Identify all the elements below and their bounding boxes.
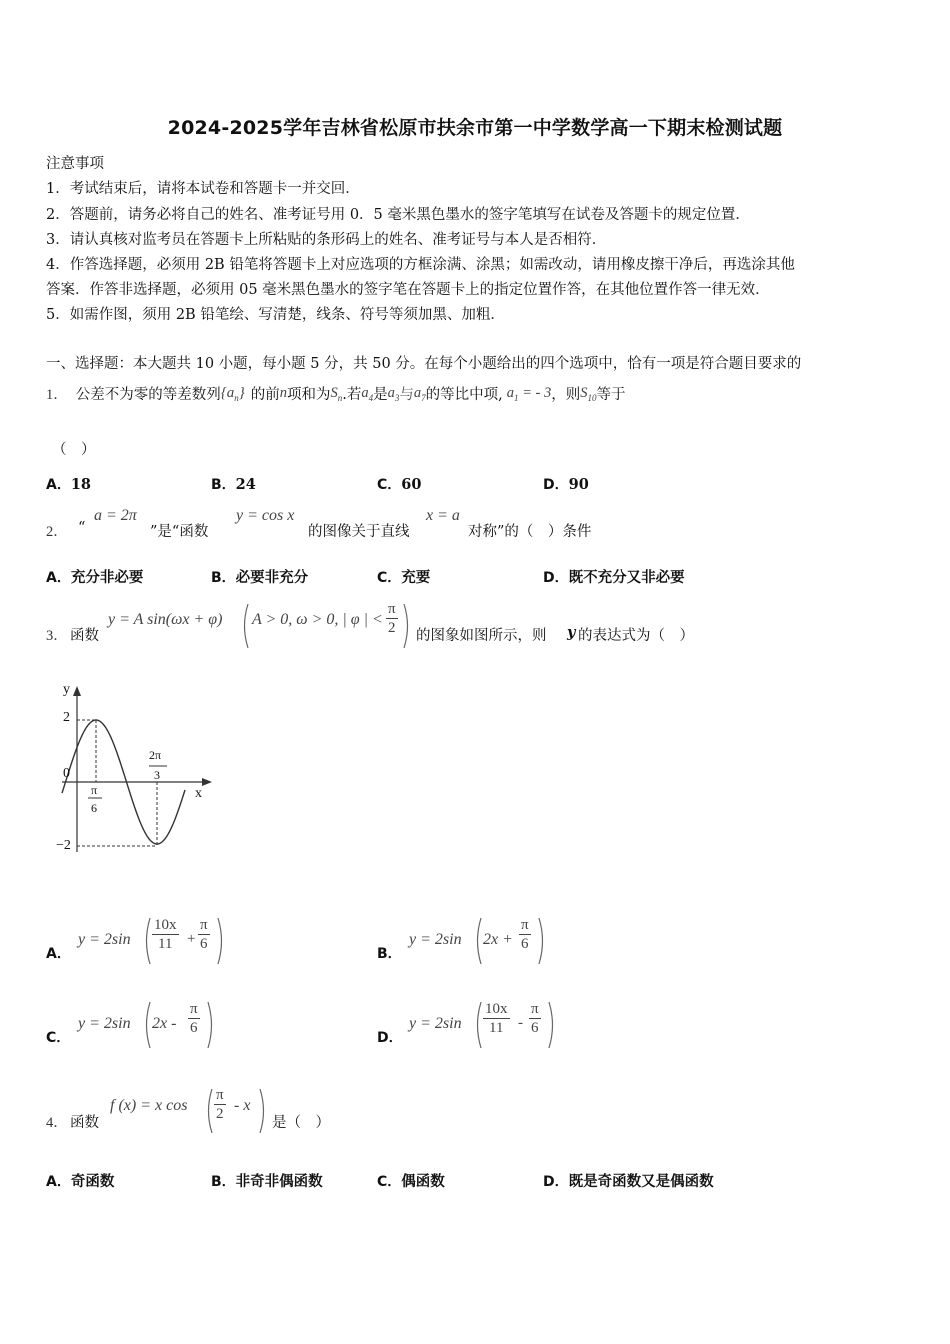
q4-option-c: C．偶函数 (377, 1173, 445, 1190)
graph-x2-num: 2π (149, 748, 162, 762)
paren-left (473, 916, 483, 966)
graph-x-label: x (195, 786, 202, 801)
q3-graph (50, 680, 220, 860)
q2-text-1: “ (78, 520, 86, 536)
q3-number: 3． (46, 628, 68, 644)
q2-text-4: 对称”的（ ）条件 (468, 524, 592, 540)
paren-right (206, 1000, 216, 1050)
q3-left-paren (240, 602, 250, 650)
q1-text-2: 的前 (250, 387, 280, 403)
paren-left (142, 1000, 152, 1050)
q2-option-a: A．充分非必要 (46, 569, 144, 586)
question-1 (46, 383, 625, 404)
q1-text-6: 与 (399, 387, 414, 403)
q1-number: 1． (46, 387, 68, 403)
q4-frac: $\frac{\pi}{2}$ (216, 1087, 224, 1122)
q1-math-Sn: $S_n$ (330, 384, 343, 403)
q3-math-1: y = A sin(ωx + φ) (108, 611, 223, 628)
q1-math-S10: $S_{10}$ (580, 384, 597, 403)
q2-option-c: C．充要 (377, 569, 431, 586)
q1-text-3: 项和为 (287, 387, 331, 403)
q4-math-1: f (x) = x cos (110, 1097, 188, 1114)
paren-left (142, 916, 152, 966)
paren-left (473, 1000, 483, 1050)
notice-item-5: 答案．作答非选择题，必须用 05 毫米黑色墨水的签字笔在答题卡上的指定位置作答，在其他位置作答一律无效． (46, 282, 770, 298)
graph-y-label: y (63, 682, 70, 697)
paren-right (537, 916, 547, 966)
q2-option-b: B．必要非充分 (211, 569, 309, 586)
q4-right-paren (258, 1087, 268, 1135)
q1-text-4: .若 (342, 387, 362, 403)
q1-text-1: 公差不为零的等差数列 (75, 387, 221, 403)
q1-math-a1: $a_1$ = - 3 (506, 384, 552, 403)
graph-x1-den: 6 (91, 801, 97, 815)
q2-number: 2． (46, 524, 68, 540)
q2-math-3: x = a (426, 507, 460, 524)
q1-text-7: 的等比中项, (425, 387, 503, 403)
graph-x2-den: 3 (154, 768, 160, 782)
question-4 (46, 1085, 446, 1135)
graph-x1-num: π (91, 783, 98, 797)
q4-option-d: D．既是奇函数又是偶函数 (543, 1173, 714, 1190)
q3-text-3: 的表达式为（ ） (578, 628, 694, 644)
page-title: 2024-2025学年吉林省松原市扶余市第一中学数学高一下期末检测试题 (167, 117, 783, 139)
q3-graph-svg (50, 680, 220, 860)
q4-option-a: A．奇函数 (46, 1173, 115, 1190)
q1-text-5: 是 (373, 387, 388, 403)
graph-y-zero: 0 (63, 766, 70, 781)
q1-math-a7: $a_7$ (413, 384, 426, 403)
q4-math-2: - x (234, 1097, 251, 1114)
q1-math-n: n (279, 385, 287, 401)
q3-text-1: 函数 (70, 628, 99, 644)
q1-math-an: $\{a_n\}$ (220, 384, 245, 403)
question-3 (46, 600, 926, 652)
y-axis-arrow (73, 686, 81, 696)
notice-item-1: 1．考试结束后，请将本试卷和答题卡一并交回． (46, 181, 360, 197)
q3-right-paren (402, 602, 412, 650)
q1-text-8: ，则 (551, 387, 581, 403)
q1-math-a3: $a_3$ (387, 384, 400, 403)
q1-option-a: A．18 (46, 476, 92, 493)
q2-math-1: a = 2π (94, 507, 137, 524)
q1-math-a4: $a_4$ (361, 384, 374, 403)
q2-text-2: ”是“函数 (150, 524, 209, 540)
q4-text-1: 函数 (70, 1115, 99, 1131)
q1-text-9: 等于 (596, 387, 626, 403)
paren-right (216, 916, 226, 966)
section-heading: 一、选择题：本大题共 10 小题，每小题 5 分，共 50 分。在每个小题给出的四个选项中，恰有一项是符合题目要求的 (46, 356, 802, 372)
notice-item-3: 3．请认真核对监考员在答题卡上所粘贴的条形码上的姓名、准考证号与本人是否相符． (46, 232, 607, 248)
graph-y-top: 2 (63, 710, 70, 725)
paren-right (547, 1000, 557, 1050)
notice-item-2: 2．答题前，请务必将自己的姓名、准考证号用 0．5 毫米黑色墨水的签字笔填写在试卷及答题卡的规定位置． (46, 207, 750, 223)
q1-blank: （ ） (52, 442, 96, 458)
q1-option-c: C．60 (377, 476, 422, 493)
q2-text-3: 的图像关于直线 (308, 524, 410, 540)
q4-option-b: B．非奇非偶函数 (211, 1173, 323, 1190)
q3-frac: $\frac{\pi}{2}$ (388, 601, 396, 636)
q4-number: 4． (46, 1115, 68, 1131)
q2-math-2: y = cos x (236, 507, 295, 524)
q2-option-d: D．既不充分又非必要 (543, 569, 685, 586)
q1-option-d: D．90 (543, 476, 589, 493)
notice-item-6: 5．如需作图，须用 2B 铅笔绘、写清楚，线条、符号等须加黑、加粗． (46, 307, 505, 323)
q3-text-2: 的图象如图所示，则 (416, 628, 547, 644)
q3-text-y: y (567, 624, 576, 641)
q1-option-b: B．24 (211, 476, 256, 493)
q4-left-paren (204, 1087, 214, 1135)
q4-text-2: 是（ ） (272, 1115, 330, 1131)
notice-item-4: 4．作答选择题，必须用 2B 铅笔将答题卡上对应选项的方框涂满、涂黑；如需改动，请用橡皮擦干净后，再选涂其他 (46, 257, 795, 273)
graph-y-bottom: −2 (56, 838, 71, 853)
notice-heading: 注意事项 (46, 156, 104, 172)
x-axis-arrow (202, 778, 212, 786)
q3-math-2: A > 0, ω > 0, | φ | < (252, 611, 383, 628)
